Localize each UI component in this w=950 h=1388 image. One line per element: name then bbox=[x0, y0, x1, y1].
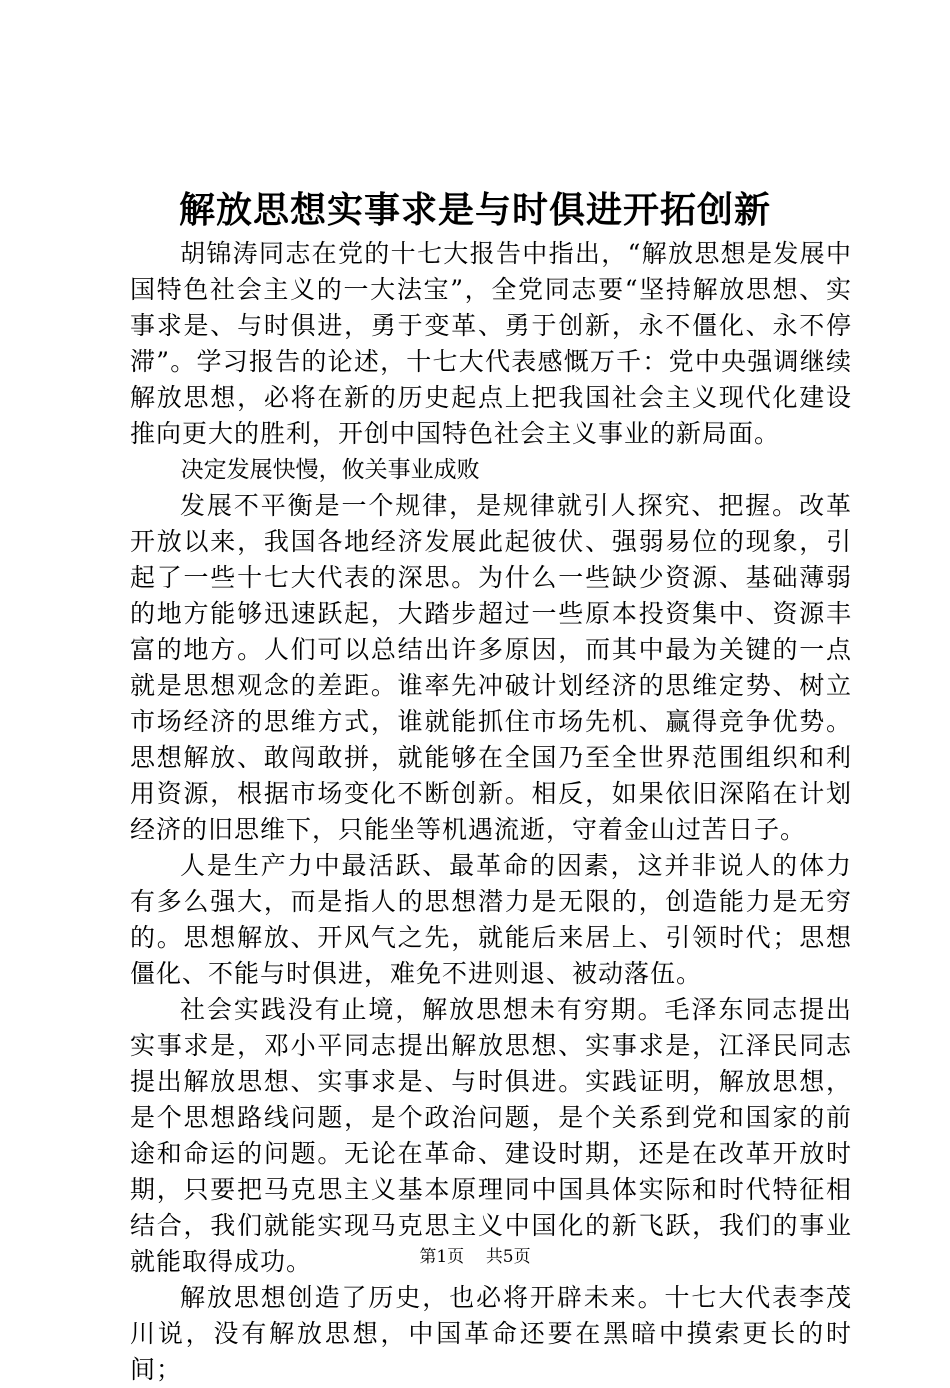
page-total: 共5页 bbox=[485, 1247, 531, 1267]
page-footer bbox=[0, 1246, 950, 1268]
section-heading: 决定发展快慢，攸关事业成败 bbox=[180, 457, 480, 483]
page-number: 第1页 bbox=[419, 1247, 465, 1267]
paragraph-history: 解放思想创造了历史，也必将开辟未来。十七大代表李茂川说，没有解放思想，中国革命还要在黑暗中摸索更长的时间； bbox=[130, 1283, 852, 1384]
paragraph-productivity: 人是生产力中最活跃、最革命的因素，这并非说人的体力有多么强大，而是指人的思想潜力是无限的，创造能力是无穷的。思想解放、开风气之先，就能后来居上、引领时代；思想僵化、不能与时俱进，难免不进则退、被动落伍。 bbox=[130, 851, 852, 988]
document-title: 解放思想实事求是与时俱进开拓创新 bbox=[178, 189, 771, 231]
paragraph-practice: 社会实践没有止境，解放思想未有穷期。毛泽东同志提出实事求是，邓小平同志提出解放思想、实事求是，江泽民同志提出解放思想、实事求是、与时俱进。实践证明，解放思想，是个思想路线问题，是个政治问题，是个关系到党和国家的前途和命运的问题。无论在革命、建设时期，还是在改革开放时期，只要把马克思主义基本原理同中国具体实际和时代特征相结合，我们就能实现马克思主义中国化的新飞跃，我们的事业就能取得成功。 bbox=[130, 995, 852, 1276]
page-separator bbox=[470, 1247, 481, 1267]
paragraph-intro: 胡锦涛同志在党的十七大报告中指出，“解放思想是发展中国特色社会主义的一大法宝”，全党同志要“坚持解放思想、实事求是、与时俱进，勇于变革、勇于创新，永不僵化、永不停滞”。学习报告的论述，十七大代表感慨万千：党中央强调继续解放思想，必将在新的历史起点上把我国社会主义现代化建设推向更大的胜利，开创中国特色社会主义事业的新局面。 bbox=[130, 239, 852, 448]
paragraph-development: 发展不平衡是一个规律，是规律就引人探究、把握。改革开放以来，我国各地经济发展此起彼伏、强弱易位的现象，引起了一些十七大代表的深思。为什么一些缺少资源、基础薄弱的地方能够迅速跃起，大踏步超过一些原本投资集中、资源丰富的地方。人们可以总结出许多原因，而其中最为关键的一点就是思想观念的差距。谁率先冲破计划经济的思维定势、树立市场经济的思维方式，谁就能抓住市场先机、赢得竞争优势。思想解放、敢闯敢拼，就能够在全国乃至全世界范围组织和利用资源，根据市场变化不断创新。相反，如果依旧深陷在计划经济的旧思维下，只能坐等机遇流逝，守着金山过苦日子。 bbox=[130, 491, 852, 844]
document-body bbox=[130, 236, 852, 1388]
